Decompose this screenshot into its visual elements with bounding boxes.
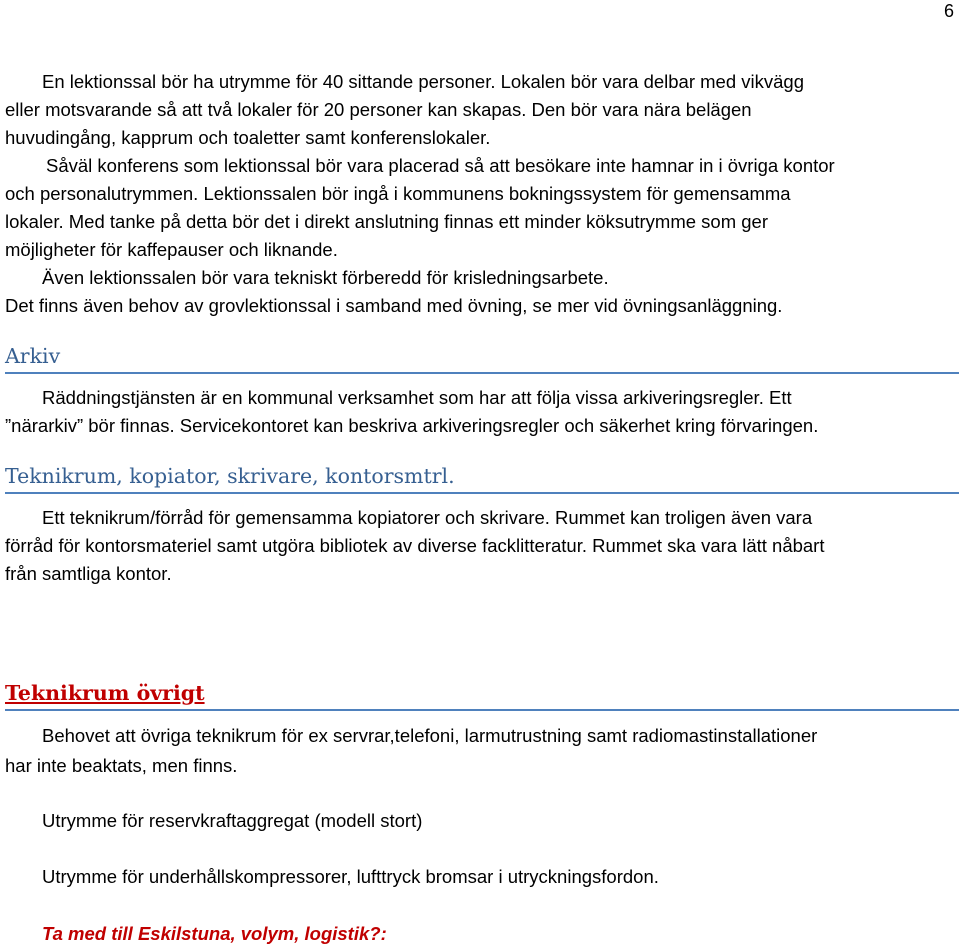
arkiv-line-1: Räddningstjänsten är en kommunal verksamhet som har att följa vissa arkiveringsregler. Ett (42, 387, 792, 408)
intro-line-2: eller motsvarande så att två lokaler för 20 personer kan skapas. Den bör vara nära belägen (5, 99, 752, 120)
heading-teknikrum-ovrigt-text: Teknikrum övrigt (5, 681, 205, 705)
intro-line-3: huvudingång, kapprum och toaletter samt konferenslokaler. (5, 127, 491, 148)
ovrigt-line-1: Behovet att övriga teknikrum för ex servrar,telefoni, larmutrustning samt radiomastinstallationer (42, 725, 818, 746)
intro-line-9: Det finns även behov av grovlektionssal i samband med övning, se mer vid övningsanläggning. (5, 295, 783, 316)
teknikrum-line-1: Ett teknikrum/förråd för gemensamma kopiatorer och skrivare. Rummet kan troligen även vara (42, 507, 813, 528)
intro-line-7: möjligheter för kaffepauser och liknande. (5, 239, 338, 260)
intro-line-6: lokaler. Med tanke på detta bör det i direkt anslutning finnas ett minder köksutrymme som ger (5, 211, 768, 232)
ovrigt-line-2: har inte beaktats, men finns. (5, 755, 238, 776)
note-eskilstuna: Ta med till Eskilstuna, volym, logistik?: (42, 923, 387, 944)
arkiv-line-2: ”närarkiv” bör finnas. Servicekontoret kan beskriva arkiveringsregler och säkerhet kring förvaringen. (5, 415, 819, 436)
heading-arkiv: Arkiv (5, 343, 959, 374)
reserve-power-line: Utrymme för reservkraftaggregat (modell stort) (42, 810, 423, 831)
intro-line-1: En lektionssal bör ha utrymme för 40 sittande personer. Lokalen bör vara delbar med vikvägg (42, 71, 804, 92)
intro-line-5: och personalutrymmen. Lektionssalen bör ingå i kommunens bokningssystem för gemensamma (5, 183, 791, 204)
teknikrum-line-2: förråd för kontorsmateriel samt utgöra bibliotek av diverse facklitteratur. Rummet ska vara lätt nåbart (5, 535, 825, 556)
compressor-line: Utrymme för underhållskompressorer, lufttryck bromsar i utryckningsfordon. (42, 866, 659, 887)
page-number: 6 (943, 1, 954, 21)
intro-line-8: Även lektionssalen bör vara tekniskt förberedd för krisledningsarbete. (42, 267, 609, 288)
intro-line-4: Såväl konferens som lektionssal bör vara placerad så att besökare inte hamnar in i övriga kontor (46, 155, 835, 176)
heading-teknikrum-ovrigt (5, 680, 959, 711)
teknikrum-line-3: från samtliga kontor. (5, 563, 172, 584)
heading-teknikrum: Teknikrum, kopiator, skrivare, kontorsmtrl. (5, 463, 959, 494)
